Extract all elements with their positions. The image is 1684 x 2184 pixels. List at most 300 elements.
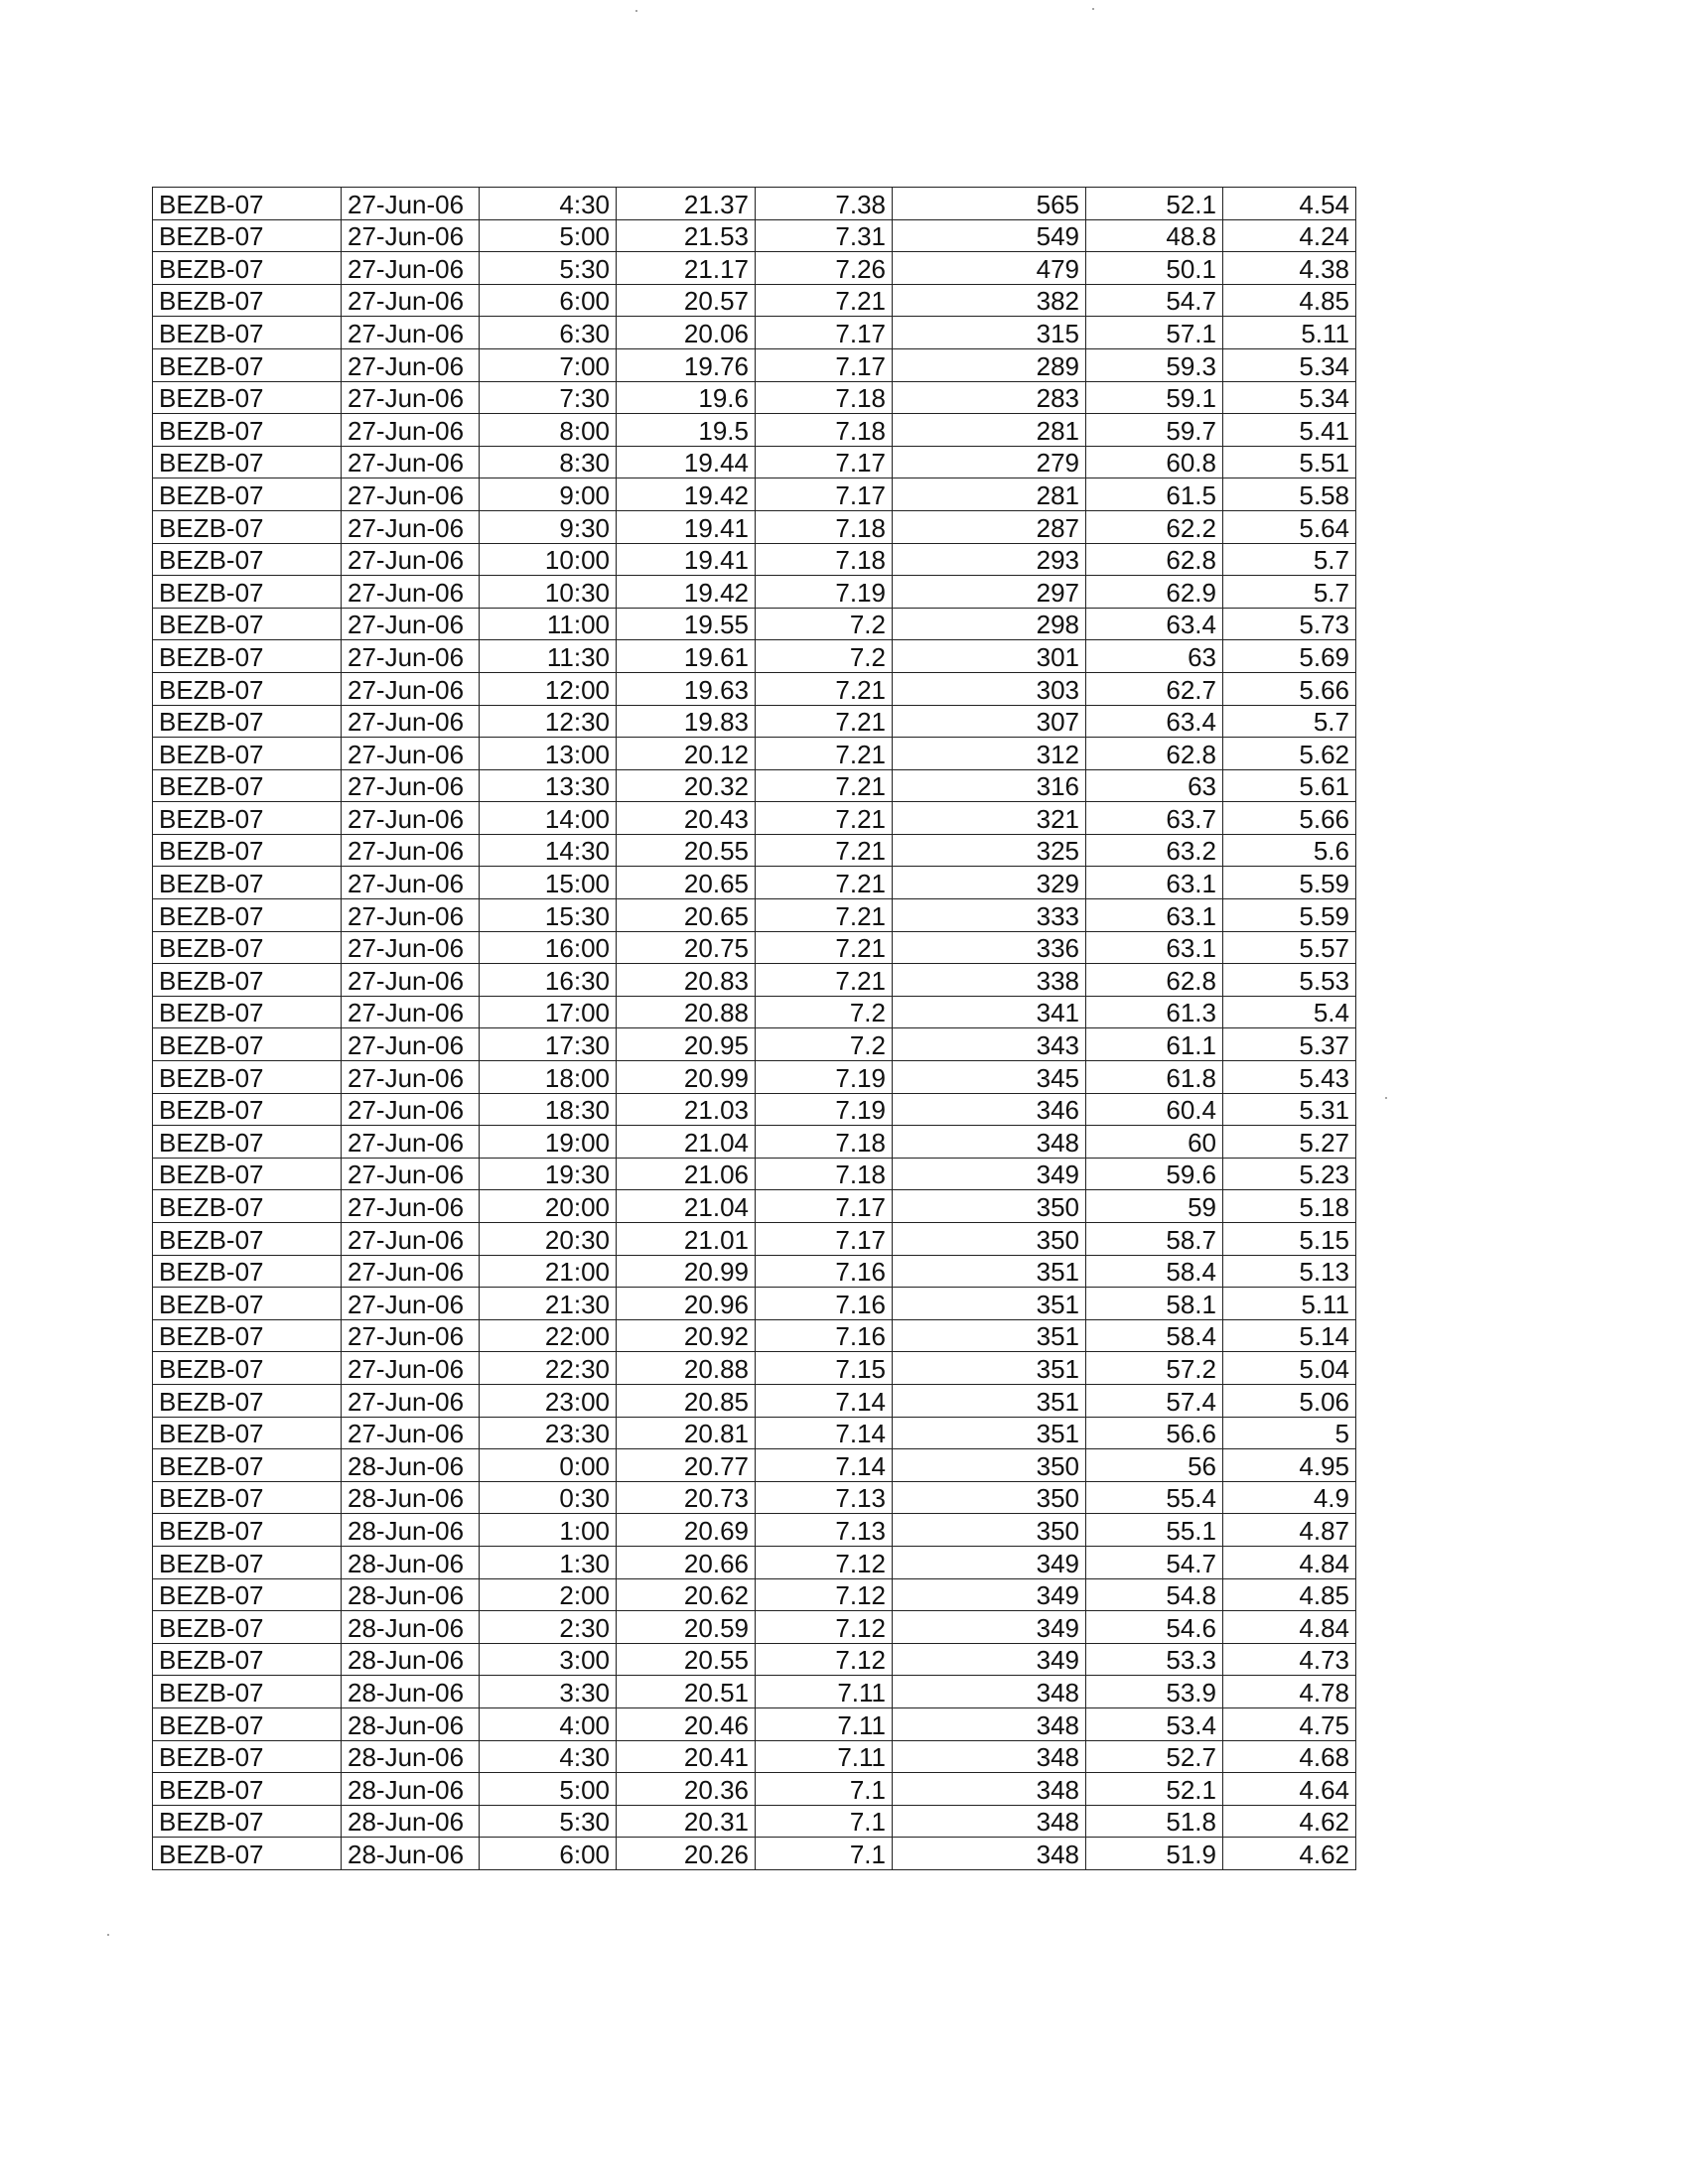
cell-time: 16:30: [480, 964, 617, 997]
cell-date: 28-Jun-06: [342, 1707, 480, 1740]
cell-col6: 287: [893, 510, 1086, 543]
cell-col5: 7.12: [756, 1578, 893, 1611]
cell-col6: 349: [893, 1578, 1086, 1611]
cell-time: 14:00: [480, 802, 617, 835]
cell-col5: 7.15: [756, 1352, 893, 1385]
cell-col6: 345: [893, 1061, 1086, 1094]
cell-date: 28-Jun-06: [342, 1643, 480, 1676]
cell-col7: 51.8: [1086, 1805, 1223, 1838]
cell-time: 21:00: [480, 1255, 617, 1288]
table-row: [153, 738, 1356, 770]
cell-date: 27-Jun-06: [342, 802, 480, 835]
cell-col6: 346: [893, 1093, 1086, 1126]
cell-time: 20:00: [480, 1190, 617, 1223]
data-table: [152, 187, 1356, 1870]
cell-col5: 7.18: [756, 543, 893, 576]
cell-col7: 58.1: [1086, 1288, 1223, 1320]
cell-col5: 7.2: [756, 1028, 893, 1061]
cell-date: 27-Jun-06: [342, 1417, 480, 1449]
table-row: [153, 576, 1356, 609]
cell-time: 15:00: [480, 867, 617, 899]
cell-time: 8:30: [480, 446, 617, 478]
cell-site: BEZB-07: [153, 1255, 342, 1288]
table-row: [153, 672, 1356, 705]
cell-col7: 61.5: [1086, 478, 1223, 511]
cell-col7: 57.1: [1086, 317, 1223, 349]
cell-site: BEZB-07: [153, 1611, 342, 1644]
cell-date: 27-Jun-06: [342, 1384, 480, 1417]
cell-col5: 7.17: [756, 1223, 893, 1256]
cell-time: 10:00: [480, 543, 617, 576]
table-row: [153, 446, 1356, 478]
cell-col6: 479: [893, 252, 1086, 285]
cell-col8: 5.73: [1223, 608, 1356, 640]
cell-date: 27-Jun-06: [342, 543, 480, 576]
cell-col6: 338: [893, 964, 1086, 997]
cell-col4: 20.62: [617, 1578, 756, 1611]
cell-date: 28-Jun-06: [342, 1676, 480, 1708]
cell-col8: 5.23: [1223, 1158, 1356, 1190]
cell-site: BEZB-07: [153, 834, 342, 867]
cell-col6: 348: [893, 1773, 1086, 1806]
cell-col7: 61.8: [1086, 1061, 1223, 1094]
cell-site: BEZB-07: [153, 996, 342, 1028]
cell-col7: 55.4: [1086, 1481, 1223, 1514]
cell-site: BEZB-07: [153, 510, 342, 543]
cell-col5: 7.21: [756, 834, 893, 867]
cell-col7: 63: [1086, 640, 1223, 673]
cell-col7: 62.2: [1086, 510, 1223, 543]
cell-col4: 21.06: [617, 1158, 756, 1190]
cell-col6: 343: [893, 1028, 1086, 1061]
table-row: [153, 1546, 1356, 1578]
cell-site: BEZB-07: [153, 769, 342, 802]
cell-col7: 57.2: [1086, 1352, 1223, 1385]
cell-col6: 325: [893, 834, 1086, 867]
cell-date: 27-Jun-06: [342, 608, 480, 640]
cell-col4: 19.61: [617, 640, 756, 673]
cell-col7: 54.7: [1086, 284, 1223, 317]
cell-col8: 5.15: [1223, 1223, 1356, 1256]
cell-site: BEZB-07: [153, 1061, 342, 1094]
cell-site: BEZB-07: [153, 640, 342, 673]
cell-site: BEZB-07: [153, 1773, 342, 1806]
cell-col6: 297: [893, 576, 1086, 609]
cell-time: 8:00: [480, 414, 617, 447]
cell-col6: 283: [893, 381, 1086, 414]
cell-col5: 7.17: [756, 478, 893, 511]
cell-col6: 349: [893, 1546, 1086, 1578]
cell-col5: 7.2: [756, 996, 893, 1028]
cell-col6: 348: [893, 1838, 1086, 1870]
cell-date: 27-Jun-06: [342, 381, 480, 414]
cell-col4: 20.51: [617, 1676, 756, 1708]
cell-col5: 7.11: [756, 1707, 893, 1740]
cell-col8: 5.4: [1223, 996, 1356, 1028]
table-row: [153, 510, 1356, 543]
cell-col7: 53.3: [1086, 1643, 1223, 1676]
cell-col5: 7.2: [756, 608, 893, 640]
cell-date: 27-Jun-06: [342, 219, 480, 252]
table-row: [153, 931, 1356, 964]
cell-site: BEZB-07: [153, 1514, 342, 1547]
cell-date: 27-Jun-06: [342, 738, 480, 770]
table-row: [153, 219, 1356, 252]
cell-col5: 7.21: [756, 705, 893, 738]
cell-col5: 7.18: [756, 1158, 893, 1190]
cell-time: 5:30: [480, 252, 617, 285]
cell-col4: 20.06: [617, 317, 756, 349]
cell-col6: 350: [893, 1449, 1086, 1482]
cell-time: 6:00: [480, 1838, 617, 1870]
cell-date: 27-Jun-06: [342, 317, 480, 349]
cell-col6: 350: [893, 1514, 1086, 1547]
cell-col4: 21.37: [617, 188, 756, 220]
cell-col6: 348: [893, 1805, 1086, 1838]
cell-col8: 5.59: [1223, 867, 1356, 899]
cell-col4: 20.32: [617, 769, 756, 802]
scan-speck: [107, 1934, 109, 1936]
cell-site: BEZB-07: [153, 1643, 342, 1676]
cell-site: BEZB-07: [153, 284, 342, 317]
cell-site: BEZB-07: [153, 1578, 342, 1611]
cell-site: BEZB-07: [153, 738, 342, 770]
cell-time: 7:00: [480, 348, 617, 381]
cell-site: BEZB-07: [153, 1093, 342, 1126]
cell-col7: 52.7: [1086, 1740, 1223, 1773]
cell-time: 4:00: [480, 1707, 617, 1740]
cell-date: 27-Jun-06: [342, 510, 480, 543]
cell-date: 27-Jun-06: [342, 1319, 480, 1352]
cell-date: 27-Jun-06: [342, 867, 480, 899]
cell-col8: 5.31: [1223, 1093, 1356, 1126]
cell-time: 9:30: [480, 510, 617, 543]
table-row: [153, 834, 1356, 867]
cell-col4: 21.01: [617, 1223, 756, 1256]
cell-col6: 289: [893, 348, 1086, 381]
cell-site: BEZB-07: [153, 1676, 342, 1708]
cell-site: BEZB-07: [153, 1449, 342, 1482]
cell-time: 22:30: [480, 1352, 617, 1385]
table-row: [153, 478, 1356, 511]
cell-col5: 7.12: [756, 1546, 893, 1578]
cell-col5: 7.21: [756, 867, 893, 899]
cell-col4: 20.88: [617, 996, 756, 1028]
cell-col4: 20.73: [617, 1481, 756, 1514]
cell-site: BEZB-07: [153, 219, 342, 252]
table-row: [153, 317, 1356, 349]
cell-col8: 5.37: [1223, 1028, 1356, 1061]
cell-col6: 341: [893, 996, 1086, 1028]
cell-col6: 351: [893, 1288, 1086, 1320]
cell-col5: 7.14: [756, 1417, 893, 1449]
table-row: [153, 1838, 1356, 1870]
cell-date: 28-Jun-06: [342, 1611, 480, 1644]
cell-time: 6:30: [480, 317, 617, 349]
cell-time: 3:00: [480, 1643, 617, 1676]
cell-col7: 62.8: [1086, 964, 1223, 997]
cell-col8: 5.13: [1223, 1255, 1356, 1288]
cell-col7: 54.8: [1086, 1578, 1223, 1611]
cell-col7: 54.7: [1086, 1546, 1223, 1578]
cell-col5: 7.12: [756, 1611, 893, 1644]
cell-col5: 7.17: [756, 1190, 893, 1223]
cell-col4: 19.41: [617, 510, 756, 543]
table-row: [153, 608, 1356, 640]
cell-col5: 7.14: [756, 1449, 893, 1482]
cell-date: 27-Jun-06: [342, 964, 480, 997]
cell-col6: 348: [893, 1740, 1086, 1773]
cell-col7: 63.7: [1086, 802, 1223, 835]
cell-col5: 7.19: [756, 576, 893, 609]
cell-col4: 20.65: [617, 899, 756, 932]
cell-col8: 5.14: [1223, 1319, 1356, 1352]
cell-col5: 7.13: [756, 1514, 893, 1547]
cell-col4: 20.83: [617, 964, 756, 997]
cell-time: 2:00: [480, 1578, 617, 1611]
cell-date: 27-Jun-06: [342, 1190, 480, 1223]
cell-col8: 4.62: [1223, 1805, 1356, 1838]
cell-date: 27-Jun-06: [342, 834, 480, 867]
cell-time: 14:30: [480, 834, 617, 867]
table-row: [153, 1449, 1356, 1482]
cell-date: 27-Jun-06: [342, 1255, 480, 1288]
cell-col4: 20.55: [617, 834, 756, 867]
cell-site: BEZB-07: [153, 1319, 342, 1352]
table-row: [153, 769, 1356, 802]
cell-time: 22:00: [480, 1319, 617, 1352]
cell-site: BEZB-07: [153, 672, 342, 705]
cell-time: 13:30: [480, 769, 617, 802]
cell-col8: 5.66: [1223, 672, 1356, 705]
cell-col8: 5.18: [1223, 1190, 1356, 1223]
cell-col7: 60.4: [1086, 1093, 1223, 1126]
cell-time: 15:30: [480, 899, 617, 932]
cell-col7: 53.9: [1086, 1676, 1223, 1708]
cell-date: 28-Jun-06: [342, 1740, 480, 1773]
cell-col8: 5.11: [1223, 317, 1356, 349]
cell-date: 28-Jun-06: [342, 1838, 480, 1870]
table-row: [153, 1676, 1356, 1708]
cell-col7: 51.9: [1086, 1838, 1223, 1870]
cell-site: BEZB-07: [153, 576, 342, 609]
cell-col6: 351: [893, 1319, 1086, 1352]
cell-time: 12:00: [480, 672, 617, 705]
cell-col8: 5.62: [1223, 738, 1356, 770]
table-row: [153, 1255, 1356, 1288]
cell-col6: 349: [893, 1158, 1086, 1190]
cell-col8: 5.51: [1223, 446, 1356, 478]
cell-site: BEZB-07: [153, 1190, 342, 1223]
cell-date: 27-Jun-06: [342, 1158, 480, 1190]
cell-time: 5:30: [480, 1805, 617, 1838]
cell-col4: 19.42: [617, 478, 756, 511]
cell-col7: 57.4: [1086, 1384, 1223, 1417]
cell-col7: 63: [1086, 769, 1223, 802]
table-row: [153, 964, 1356, 997]
cell-col5: 7.18: [756, 414, 893, 447]
cell-col8: 5.7: [1223, 576, 1356, 609]
cell-col5: 7.13: [756, 1481, 893, 1514]
cell-col7: 58.4: [1086, 1255, 1223, 1288]
cell-col8: 5.58: [1223, 478, 1356, 511]
cell-col6: 349: [893, 1643, 1086, 1676]
cell-col6: 351: [893, 1384, 1086, 1417]
table-row: [153, 1611, 1356, 1644]
cell-col7: 59: [1086, 1190, 1223, 1223]
cell-col4: 21.04: [617, 1126, 756, 1159]
cell-time: 10:30: [480, 576, 617, 609]
cell-site: BEZB-07: [153, 348, 342, 381]
cell-col8: 5.61: [1223, 769, 1356, 802]
cell-col7: 63.2: [1086, 834, 1223, 867]
table-row: [153, 1481, 1356, 1514]
cell-date: 27-Jun-06: [342, 1223, 480, 1256]
cell-site: BEZB-07: [153, 188, 342, 220]
cell-col5: 7.26: [756, 252, 893, 285]
table-row: [153, 705, 1356, 738]
cell-col6: 281: [893, 414, 1086, 447]
cell-site: BEZB-07: [153, 543, 342, 576]
cell-time: 16:00: [480, 931, 617, 964]
cell-col6: 293: [893, 543, 1086, 576]
table-row: [153, 381, 1356, 414]
cell-col7: 63.1: [1086, 899, 1223, 932]
cell-col7: 59.6: [1086, 1158, 1223, 1190]
cell-col5: 7.19: [756, 1093, 893, 1126]
cell-col4: 19.42: [617, 576, 756, 609]
cell-col6: 298: [893, 608, 1086, 640]
cell-col5: 7.21: [756, 802, 893, 835]
cell-col6: 329: [893, 867, 1086, 899]
table-row: [153, 899, 1356, 932]
cell-col8: 4.78: [1223, 1676, 1356, 1708]
cell-col6: 351: [893, 1417, 1086, 1449]
cell-col6: 350: [893, 1223, 1086, 1256]
cell-site: BEZB-07: [153, 802, 342, 835]
cell-site: BEZB-07: [153, 317, 342, 349]
cell-col7: 62.8: [1086, 738, 1223, 770]
cell-col4: 20.55: [617, 1643, 756, 1676]
cell-col4: 21.17: [617, 252, 756, 285]
cell-col4: 20.77: [617, 1449, 756, 1482]
cell-col6: 281: [893, 478, 1086, 511]
cell-date: 27-Jun-06: [342, 1288, 480, 1320]
cell-col4: 20.85: [617, 1384, 756, 1417]
cell-date: 27-Jun-06: [342, 996, 480, 1028]
cell-col5: 7.21: [756, 672, 893, 705]
cell-col6: 348: [893, 1126, 1086, 1159]
cell-col5: 7.21: [756, 738, 893, 770]
cell-date: 28-Jun-06: [342, 1773, 480, 1806]
cell-date: 27-Jun-06: [342, 188, 480, 220]
cell-col5: 7.16: [756, 1319, 893, 1352]
cell-site: BEZB-07: [153, 414, 342, 447]
cell-col8: 5.69: [1223, 640, 1356, 673]
cell-date: 27-Jun-06: [342, 672, 480, 705]
cell-col4: 20.99: [617, 1255, 756, 1288]
cell-time: 5:00: [480, 1773, 617, 1806]
cell-date: 27-Jun-06: [342, 348, 480, 381]
cell-col8: 5.7: [1223, 543, 1356, 576]
cell-col8: 5.06: [1223, 1384, 1356, 1417]
cell-col4: 21.04: [617, 1190, 756, 1223]
cell-col6: 303: [893, 672, 1086, 705]
cell-col6: 382: [893, 284, 1086, 317]
cell-date: 28-Jun-06: [342, 1578, 480, 1611]
cell-site: BEZB-07: [153, 252, 342, 285]
cell-col5: 7.21: [756, 931, 893, 964]
table-row: [153, 1417, 1356, 1449]
cell-site: BEZB-07: [153, 1223, 342, 1256]
cell-date: 27-Jun-06: [342, 1061, 480, 1094]
table-row: [153, 1740, 1356, 1773]
cell-col8: 4.64: [1223, 1773, 1356, 1806]
cell-col4: 19.55: [617, 608, 756, 640]
cell-col6: 321: [893, 802, 1086, 835]
cell-col8: 4.24: [1223, 219, 1356, 252]
cell-site: BEZB-07: [153, 1028, 342, 1061]
cell-date: 28-Jun-06: [342, 1805, 480, 1838]
cell-time: 9:00: [480, 478, 617, 511]
cell-time: 3:30: [480, 1676, 617, 1708]
cell-col8: 5.04: [1223, 1352, 1356, 1385]
cell-col6: 348: [893, 1707, 1086, 1740]
cell-col7: 63.1: [1086, 867, 1223, 899]
cell-col5: 7.16: [756, 1288, 893, 1320]
cell-col4: 20.69: [617, 1514, 756, 1547]
cell-col4: 19.41: [617, 543, 756, 576]
cell-col7: 58.7: [1086, 1223, 1223, 1256]
cell-col4: 19.83: [617, 705, 756, 738]
cell-col5: 7.18: [756, 510, 893, 543]
cell-col8: 4.73: [1223, 1643, 1356, 1676]
cell-col7: 52.1: [1086, 1773, 1223, 1806]
cell-col7: 52.1: [1086, 188, 1223, 220]
table-row: [153, 543, 1356, 576]
cell-time: 19:00: [480, 1126, 617, 1159]
cell-site: BEZB-07: [153, 1805, 342, 1838]
cell-col6: 312: [893, 738, 1086, 770]
cell-col8: 5.7: [1223, 705, 1356, 738]
cell-col7: 59.1: [1086, 381, 1223, 414]
cell-col5: 7.16: [756, 1255, 893, 1288]
table-row: [153, 867, 1356, 899]
cell-col8: 4.9: [1223, 1481, 1356, 1514]
cell-col6: 549: [893, 219, 1086, 252]
cell-time: 20:30: [480, 1223, 617, 1256]
cell-col5: 7.21: [756, 899, 893, 932]
table-row: [153, 348, 1356, 381]
table-row: [153, 1773, 1356, 1806]
cell-col7: 63.1: [1086, 931, 1223, 964]
cell-col5: 7.31: [756, 219, 893, 252]
cell-col5: 7.17: [756, 446, 893, 478]
cell-col4: 21.53: [617, 219, 756, 252]
table-row: [153, 1514, 1356, 1547]
cell-col5: 7.21: [756, 964, 893, 997]
cell-time: 19:30: [480, 1158, 617, 1190]
cell-time: 23:00: [480, 1384, 617, 1417]
cell-col4: 20.96: [617, 1288, 756, 1320]
cell-site: BEZB-07: [153, 381, 342, 414]
cell-col7: 61.1: [1086, 1028, 1223, 1061]
cell-site: BEZB-07: [153, 478, 342, 511]
cell-col4: 19.5: [617, 414, 756, 447]
cell-site: BEZB-07: [153, 446, 342, 478]
cell-col4: 20.41: [617, 1740, 756, 1773]
cell-col7: 63.4: [1086, 608, 1223, 640]
